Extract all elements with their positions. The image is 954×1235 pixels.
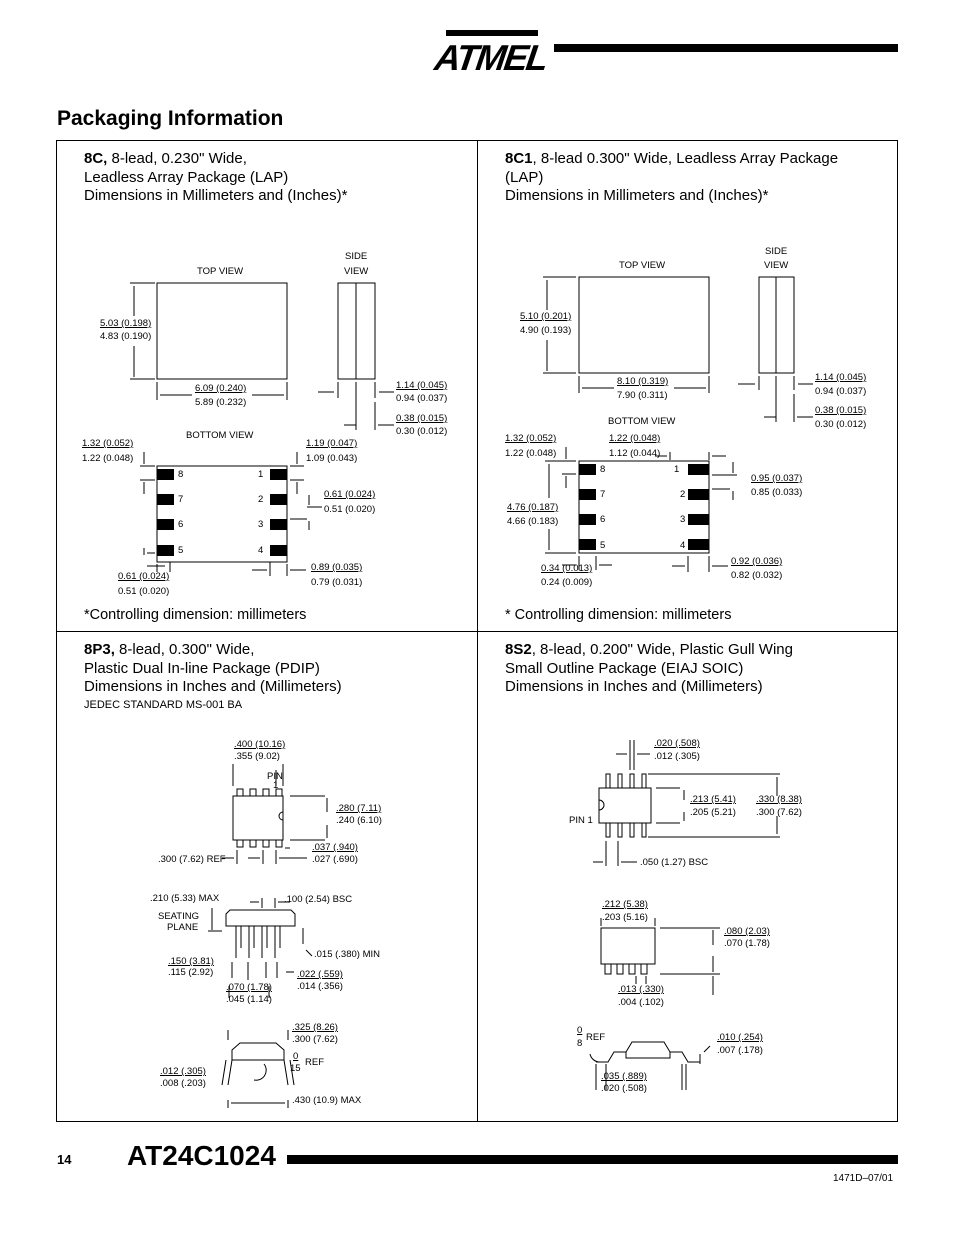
angle-min: 0: [293, 1051, 299, 1062]
dim-lead-width-min: .027 (.690): [312, 854, 358, 865]
pin-label: 6: [600, 514, 606, 525]
dim-overall-max: .430 (10.9) MAX: [292, 1095, 362, 1106]
dim-lead-length-max: .150 (3.81): [168, 956, 214, 967]
view-label: VIEW: [764, 260, 789, 271]
ref-label: REF: [305, 1057, 324, 1068]
panel-8c1-heading-3: Dimensions in Millimeters and (Inches)*: [505, 187, 769, 204]
panel-8s2-heading-2: Small Outline Package (EIAJ SOIC): [505, 659, 744, 677]
panel-8p3-heading-1: 8-lead, 0.300" Wide,: [114, 641, 255, 658]
dim-lead-length-min: .115 (2.92): [168, 967, 214, 978]
pin-label: 6: [178, 519, 184, 530]
page-title: Packaging Information: [57, 107, 284, 130]
panel-8s2-heading-1: , 8-lead, 0.200" Wide, Plastic Gull Wing: [531, 641, 793, 658]
dim-standoff: .015 (.380) MIN: [314, 949, 380, 960]
dim-body-length-max: .212 (5.38): [602, 899, 648, 910]
dim-shoulder-max: .070 (1.78): [226, 982, 272, 993]
pin-label: 2: [258, 494, 264, 505]
panel-8c1-heading-1: , 8-lead 0.300" Wide, Leadless Array Package: [532, 150, 839, 167]
pin-label: 4: [258, 545, 264, 556]
dim-width-min: 7.90 (0.311): [617, 390, 668, 401]
footer-rule: [287, 1155, 898, 1164]
dim-pad-offset-min: 1.12 (0.044): [609, 448, 661, 459]
panel-8c-heading-2: Leadless Array Package (LAP): [84, 168, 289, 186]
dim-pad-gap-min: 0.51 (0.020): [118, 586, 170, 597]
dim-row-spacing: .300 (7.62) REF: [158, 854, 226, 865]
dim-standoff-max: 0.38 (0.015): [815, 405, 867, 416]
dim-pad-gap-max: 0.34 (0.013): [541, 563, 593, 574]
dim-height-max: 5.10 (0.201): [520, 311, 572, 322]
angle-min: 0: [577, 1025, 583, 1036]
pin-label: 5: [178, 545, 184, 556]
dim-pad-offset-max: 1.22 (0.048): [609, 433, 661, 444]
dim-height-min: .070 (1.78): [724, 938, 770, 949]
dim-height-max: 5.03 (0.198): [100, 318, 152, 329]
dim-foot-length-max: .035 (.889): [601, 1071, 647, 1082]
doc-code: 1471D–07/01: [833, 1173, 894, 1184]
dim-lead-span-min: .300 (7.62): [292, 1034, 338, 1045]
panel-8p3-standard: JEDEC STANDARD MS-001 BA: [84, 699, 243, 711]
product-title: AT24C1024: [127, 1140, 276, 1171]
dim-thickness-min: 0.94 (0.037): [396, 393, 448, 404]
dim-width-max: 6.09 (0.240): [195, 383, 247, 394]
pin-label: 1: [258, 469, 264, 480]
dim-standoff-min: 0.30 (0.012): [815, 419, 867, 430]
top-view-label: TOP VIEW: [619, 260, 666, 271]
panel-8s2-code: 8S2: [505, 641, 532, 658]
dim-lead-span-max: .330 (8.38): [756, 794, 802, 805]
panel-8c-heading-1: 8-lead, 0.230" Wide,: [107, 150, 247, 167]
panel-8c1-note: * Controlling dimension: millimeters: [505, 607, 732, 623]
dim-width-min: 5.89 (0.232): [195, 397, 247, 408]
dim-lead-span-min: .300 (7.62): [756, 807, 802, 818]
dim-pad-pitch-max: 1.32 (0.052): [82, 438, 134, 449]
pin1-label: PIN 1: [569, 815, 593, 826]
top-view-label: TOP VIEW: [197, 266, 244, 277]
dim-body-width-min: .205 (5.21): [690, 807, 736, 818]
dim-pad-length-min: 0.82 (0.032): [731, 570, 783, 581]
dim-pad-span-max: 4.76 (0.187): [507, 502, 559, 513]
bottom-view-label: BOTTOM VIEW: [186, 430, 254, 441]
dim-pad-width-max: 0.61 (0.024): [324, 489, 376, 500]
pin-label: 8: [600, 464, 606, 475]
panel-8c-heading-3: Dimensions in Millimeters and (Inches)*: [84, 187, 348, 204]
dim-length-min: .355 (9.02): [234, 751, 280, 762]
dim-height-max: .080 (2.03): [724, 926, 770, 937]
panel-8p3-heading-2: Plastic Dual In-line Package (PDIP): [84, 659, 320, 677]
dim-pad-gap-min: 0.24 (0.009): [541, 577, 593, 588]
pin-label: 2: [680, 489, 686, 500]
dim-foot-length-min: .020 (.508): [601, 1083, 647, 1094]
dim-max-height: .210 (5.33) MAX: [150, 893, 220, 904]
dim-standoff-min: .004 (.102): [618, 997, 664, 1008]
dim-thickness-max: 1.14 (0.045): [396, 380, 448, 391]
dim-lead-width-max: .037 (.940): [312, 842, 358, 853]
panel-8p3-heading-3: Dimensions in Inches and (Millimeters): [84, 678, 342, 695]
dim-body-width-max: .213 (5.41): [690, 794, 736, 805]
dim-lead-span-max: .325 (8.26): [292, 1022, 338, 1033]
dim-lead-thickness-min: .014 (.356): [297, 981, 343, 992]
angle-max: 8: [577, 1038, 583, 1049]
seating-label: SEATING: [158, 911, 199, 922]
dim-pad-gap-max: 0.61 (0.024): [118, 571, 170, 582]
dim-thickness-max: 1.14 (0.045): [815, 372, 867, 383]
dim-width-max: .280 (7.11): [336, 803, 382, 814]
dim-width-max: 8.10 (0.319): [617, 376, 669, 387]
dim-lead-width-max: .020 (.508): [654, 738, 700, 749]
dim-pad-span-min: 4.66 (0.183): [507, 516, 559, 527]
pin-label: 7: [600, 489, 606, 500]
dim-standoff-min: 0.30 (0.012): [396, 426, 448, 437]
dim-standoff-max: 0.38 (0.015): [396, 413, 448, 424]
bottom-view-label: BOTTOM VIEW: [608, 416, 676, 427]
panel-8c-code: 8C,: [84, 150, 108, 167]
plane-label: PLANE: [167, 922, 199, 933]
panel-8c1-heading-2: (LAP): [505, 168, 544, 186]
dim-thickness-min: .008 (.203): [160, 1078, 206, 1089]
dim-shoulder-min: .045 (1.14): [226, 994, 272, 1005]
dim-pad-pitch-min: 1.22 (0.048): [82, 453, 134, 464]
dim-width-min: .240 (6.10): [336, 815, 382, 826]
pin-number-label: 1: [273, 780, 279, 791]
pin-label: 3: [680, 514, 686, 525]
panel-8p3-code: 8P3,: [84, 641, 115, 658]
dim-pad-offset-max: 1.19 (0.047): [306, 438, 358, 449]
pin-label: 1: [674, 464, 680, 475]
dim-pad-offset-min: 1.09 (0.043): [306, 453, 358, 464]
dim-height-min: 4.90 (0.193): [520, 325, 572, 336]
dim-pad-width-min: 0.51 (0.020): [324, 504, 376, 515]
dim-height-min: 4.83 (0.190): [100, 331, 152, 342]
pin-label: 8: [178, 469, 184, 480]
dim-pad-pitch-min: 1.22 (0.048): [505, 448, 557, 459]
dim-standoff-max: .013 (.330): [618, 984, 664, 995]
side-label: SIDE: [345, 251, 368, 262]
dim-lead-thickness-max: .010 (.254): [717, 1032, 763, 1043]
dim-pad-length-max: 0.89 (0.035): [311, 562, 363, 573]
svg-text:ATMEL: ATMEL: [432, 37, 550, 78]
panel-8c-note: *Controlling dimension: millimeters: [84, 607, 307, 623]
pin-label: 5: [600, 540, 606, 551]
dim-lead-thickness-min: .007 (.178): [717, 1045, 763, 1056]
pin-label: 4: [680, 540, 686, 551]
dim-pad-width-min: 0.85 (0.033): [751, 487, 803, 498]
dim-pitch: .100 (2.54) BSC: [284, 894, 353, 905]
panel-8s2-heading-3: Dimensions in Inches and (Millimeters): [505, 678, 763, 695]
angle-max: 15: [290, 1063, 301, 1074]
panel-8c1-code: 8C1: [505, 150, 533, 167]
dim-pad-width-max: 0.95 (0.037): [751, 473, 803, 484]
pin-label: 7: [178, 494, 184, 505]
dim-body-length-min: .203 (5.16): [602, 912, 648, 923]
pin-label: 3: [258, 519, 264, 530]
view-label: VIEW: [344, 266, 369, 277]
dim-length-max: .400 (10.16): [234, 739, 286, 750]
dim-pitch: .050 (1.27) BSC: [640, 857, 709, 868]
side-label: SIDE: [765, 246, 788, 257]
dim-pad-length-min: 0.79 (0.031): [311, 577, 363, 588]
dim-pad-pitch-max: 1.32 (0.052): [505, 433, 557, 444]
page-number: 14: [57, 1152, 72, 1167]
dim-thickness-max: .012 (.305): [160, 1066, 206, 1077]
dim-thickness-min: 0.94 (0.037): [815, 386, 867, 397]
dim-lead-width-min: .012 (.305): [654, 751, 700, 762]
pin-label: PIN: [267, 771, 283, 782]
dim-pad-length-max: 0.92 (0.036): [731, 556, 783, 567]
dim-lead-thickness-max: .022 (.559): [297, 969, 343, 980]
ref-label: REF: [586, 1032, 605, 1043]
